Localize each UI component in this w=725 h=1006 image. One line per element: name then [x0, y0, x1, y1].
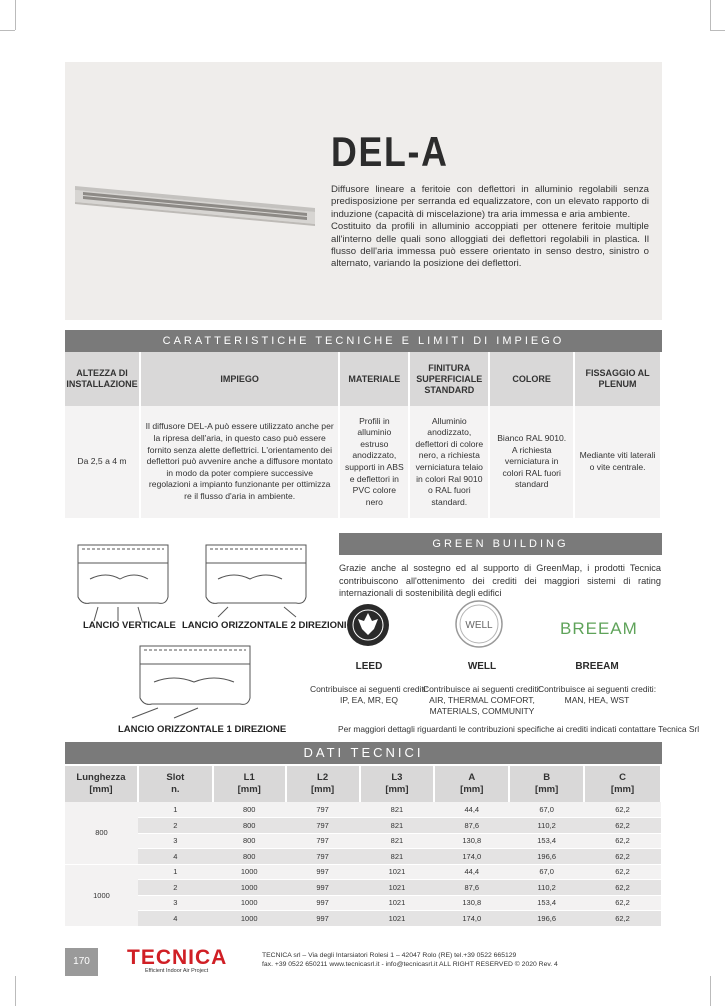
green-building-header: GREEN BUILDING	[339, 533, 662, 555]
crop-mark	[0, 30, 15, 31]
dati-col-header-line: C	[619, 772, 626, 783]
table-cell: 3	[138, 833, 213, 849]
table-cell: 1000	[213, 864, 286, 880]
table-cell: 110,2	[509, 818, 584, 834]
table-cell: 1021	[360, 911, 435, 927]
table-cell: 1021	[360, 864, 435, 880]
dati-col-header	[434, 766, 509, 802]
table-row	[65, 802, 661, 818]
table-cell: 1021	[360, 880, 435, 896]
table-cell: 153,4	[509, 895, 584, 911]
footer-line: TECNICA srl – Via degli Intarsiatori Rolesi 1 – 42047 Rolo (RE) tel.+39 0522 665129	[262, 952, 517, 959]
table-cell: 44,4	[434, 864, 509, 880]
crop-mark	[15, 0, 16, 30]
well-mark: WELL	[465, 620, 493, 631]
table-row	[65, 895, 661, 911]
dati-col-header-line: L2	[317, 772, 329, 783]
table-cell: 44,4	[434, 802, 509, 818]
dati-col-header-line: L3	[391, 772, 403, 783]
table-cell: 997	[286, 880, 360, 896]
dati-col-header-line: [mm]	[89, 784, 113, 795]
spec-value: Mediante viti laterali o vite centrale.	[574, 406, 661, 518]
table-cell: 4	[138, 849, 213, 865]
table-cell: 997	[286, 864, 360, 880]
table-cell: 821	[360, 833, 435, 849]
table-cell: 62,2	[584, 833, 661, 849]
brand-logo: TECNICA	[127, 946, 228, 969]
green-building-text: Grazie anche al sostegno ed al supporto di GreenMap, i prodotti Tecnica contribuiscono all'ottenimento dei crediti dei maggiori sistemi di rating internazionali di sostenibilità degli edifici	[339, 563, 661, 598]
leed-logo	[346, 603, 390, 647]
length-cell: 800	[65, 802, 138, 864]
breeam-logo: BREEAM	[560, 619, 638, 638]
table-cell: 62,2	[584, 818, 661, 834]
brand-tagline: Efficient Indoor Air Project	[145, 968, 209, 974]
spec-value: Da 2,5 a 4 m	[65, 406, 140, 518]
dati-col-header	[584, 766, 661, 802]
spec-value: Bianco RAL 9010. A richiesta verniciatura in colori RAL fuori standard	[489, 406, 574, 518]
diagram-label-horizontal-2: LANCIO ORIZZONTALE 2 DIREZIONI	[182, 620, 347, 631]
footer-line: fax. +39 0522 650211 www.tecnicasrl.it - info@tecnicasrl.it ALL RIGHT RESERVED © 2020 Rev. 4	[262, 961, 558, 968]
length-cell: 1000	[65, 864, 138, 926]
table-cell: 1	[138, 864, 213, 880]
spec-col-header: MATERIALE	[339, 352, 409, 406]
table-cell: 196,6	[509, 849, 584, 865]
table-cell: 821	[360, 849, 435, 865]
spec-col-header: FISSAGGIO AL PLENUM	[574, 352, 661, 406]
green-building-note: Per maggiori dettagli riguardanti le contribuzioni specifiche ai crediti indicati contattare Tecnica Srl	[338, 724, 700, 734]
table-row	[65, 880, 661, 896]
table-cell: 821	[360, 802, 435, 818]
crop-mark	[710, 30, 725, 31]
table-cell: 62,2	[584, 864, 661, 880]
dati-col-header-line: L1	[243, 772, 255, 783]
table-row	[65, 833, 661, 849]
dati-col-header-line: [mm]	[237, 784, 261, 795]
table-row	[65, 818, 661, 834]
breeam-credits: Contribuisce ai seguenti crediti: MAN, HEA, WST	[537, 684, 657, 705]
table-cell: 62,2	[584, 880, 661, 896]
spec-col-header: FINITURA SUPERFICIALE STANDARD	[409, 352, 489, 406]
spec-col-header: ALTEZZA DI INSTALLAZIONE	[65, 352, 140, 406]
product-image	[75, 178, 315, 228]
specs-header: CARATTERISTICHE TECNICHE E LIMITI DI IMPIEGO	[65, 330, 662, 352]
spec-value: Alluminio anodizzato, deflettori di colore nero, a richiesta verniciatura telaio in colori Ral 9010 o RAL fuori standard.	[409, 406, 489, 518]
table-cell: 797	[286, 802, 360, 818]
dati-col-header	[286, 766, 360, 802]
table-cell: 3	[138, 895, 213, 911]
table-cell: 1021	[360, 895, 435, 911]
table-cell: 997	[286, 895, 360, 911]
table-cell: 67,0	[509, 802, 584, 818]
table-row	[65, 849, 661, 865]
table-cell: 62,2	[584, 849, 661, 865]
dati-table	[65, 766, 662, 927]
footer-address	[262, 951, 558, 969]
spec-value: Il diffusore DEL-A può essere utilizzato anche per la ripresa dell'aria, in questo caso può essere fornito senza alette deflettrici. L'orientamento dei deflettori può avvenire anche a diffusore montato in modo da poter compiere successive regolazioni a impianto funzionante per ottimizza re il flusso d'aria in ambiente.	[140, 406, 339, 518]
dati-col-header	[360, 766, 435, 802]
airflow-diagram-bottom	[118, 640, 268, 722]
diagram-label-horizontal-1: LANCIO ORIZZONTALE 1 DIREZIONE	[118, 724, 287, 735]
table-cell: 800	[213, 802, 286, 818]
table-row	[65, 864, 661, 880]
table-cell: 797	[286, 849, 360, 865]
table-cell: 62,2	[584, 911, 661, 927]
product-description	[331, 184, 649, 271]
description-paragraph: Diffusore lineare a feritoie con deflettori in alluminio regolabili senza predisposizione per serranda ed equalizzatore, con un elevato rapporto di induzione (capacità di miscelazione) tra aria immessa e aria ambiente.	[331, 184, 649, 220]
breeam-name: BREEAM	[575, 661, 619, 672]
airflow-diagram-top	[68, 535, 328, 625]
dati-col-header-line: A	[468, 772, 476, 783]
table-cell: 110,2	[509, 880, 584, 896]
dati-col-header-line: n.	[171, 784, 180, 795]
dati-header: DATI TECNICI	[65, 742, 662, 764]
dati-col-header	[65, 766, 138, 802]
dati-col-header-line: Lunghezza	[76, 772, 126, 783]
table-cell: 1000	[213, 895, 286, 911]
spec-col-header: COLORE	[489, 352, 574, 406]
specs-table	[65, 352, 662, 518]
table-cell: 130,8	[434, 833, 509, 849]
crop-mark	[15, 976, 16, 1006]
dati-col-header-line: [mm]	[460, 784, 484, 795]
table-cell: 87,6	[434, 880, 509, 896]
table-cell: 1000	[213, 911, 286, 927]
table-cell: 62,2	[584, 895, 661, 911]
table-cell: 800	[213, 833, 286, 849]
dati-col-header-line: [mm]	[535, 784, 559, 795]
leed-name: LEED	[355, 661, 383, 672]
diagram-label-vertical: LANCIO VERTICALE	[83, 620, 176, 631]
dati-col-header-line: [mm]	[610, 784, 635, 795]
description-paragraph: Costituito da profili in alluminio accoppiati per ottenere feritoie multiple all'interno delle quali sono alloggiati dei deflettori regolabili in plastica. Il flusso dell'aria immessa può essere orientato in senso destro, sinistro o alternato, variando la posizione dei deflettori.	[331, 221, 649, 270]
table-cell: 62,2	[584, 802, 661, 818]
spec-col-header: IMPIEGO	[140, 352, 339, 406]
well-logo	[454, 599, 504, 649]
leed-credits: Contribuisce ai seguenti crediti: IP, EA, MR, EQ	[309, 684, 429, 705]
table-cell: 67,0	[509, 864, 584, 880]
table-cell: 797	[286, 833, 360, 849]
table-cell: 821	[360, 818, 435, 834]
well-name: WELL	[467, 661, 497, 672]
table-cell: 130,8	[434, 895, 509, 911]
table-cell: 2	[138, 880, 213, 896]
table-cell: 1000	[213, 880, 286, 896]
product-title: DEL-A	[331, 128, 449, 175]
table-cell: 87,6	[434, 818, 509, 834]
page-number: 170	[65, 948, 98, 976]
crop-mark	[710, 0, 711, 30]
dati-col-header-line: Slot	[166, 772, 185, 783]
table-cell: 997	[286, 911, 360, 927]
table-cell: 196,6	[509, 911, 584, 927]
table-cell: 2	[138, 818, 213, 834]
dati-col-header	[509, 766, 584, 802]
table-row	[65, 911, 661, 927]
table-cell: 4	[138, 911, 213, 927]
dati-col-header-line: [mm]	[310, 784, 335, 795]
dati-col-header-line: B	[543, 772, 551, 783]
table-cell: 153,4	[509, 833, 584, 849]
table-cell: 1	[138, 802, 213, 818]
crop-mark	[710, 976, 711, 1006]
dati-col-header	[138, 766, 213, 802]
table-cell: 174,0	[434, 849, 509, 865]
table-cell: 174,0	[434, 911, 509, 927]
spec-value: Profili in alluminio estruso anodizzato, supporti in ABS e deflettori in PVC colore nero	[339, 406, 409, 518]
dati-col-header	[213, 766, 286, 802]
dati-col-header-line: [mm]	[385, 784, 409, 795]
table-cell: 800	[213, 849, 286, 865]
table-cell: 797	[286, 818, 360, 834]
well-credits: Contribuisce ai seguenti crediti: AIR, THERMAL COMFORT, MATERIALS, COMMUNITY	[422, 684, 542, 716]
table-cell: 800	[213, 818, 286, 834]
